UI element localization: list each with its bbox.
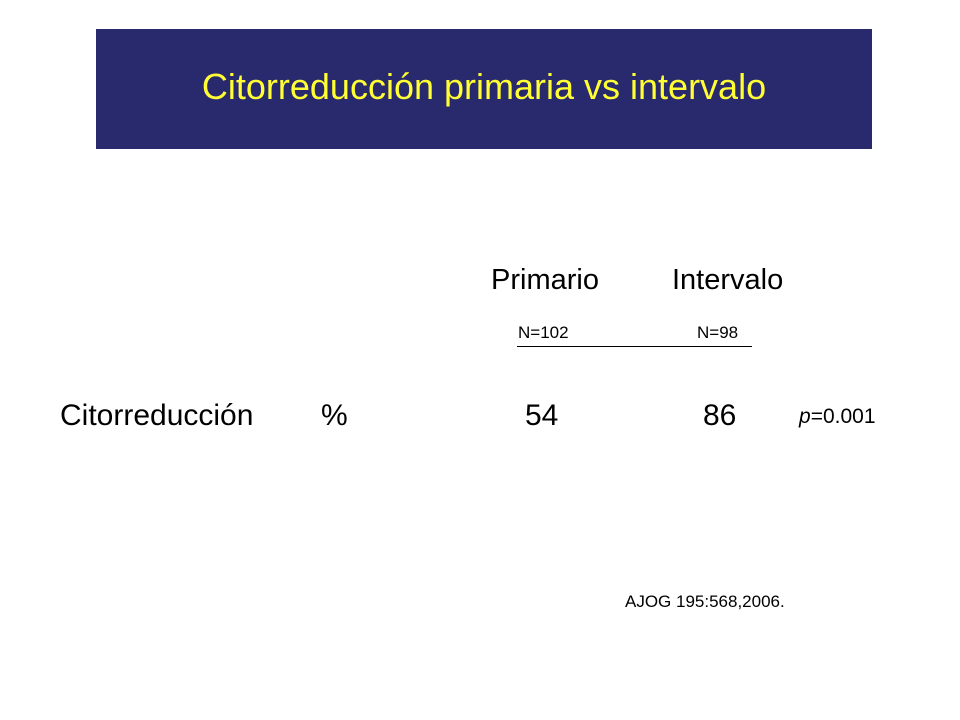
value-primario: 54 xyxy=(525,399,559,432)
row-label: Citorreducción xyxy=(60,399,254,432)
row-unit: % xyxy=(321,399,348,432)
column-header-primario: Primario xyxy=(491,264,599,296)
column-header-intervalo: Intervalo xyxy=(672,264,784,296)
sample-size-primario: N=102 xyxy=(518,323,569,342)
p-value-number: =0.001 xyxy=(810,405,876,428)
p-value-label: p xyxy=(799,405,811,428)
title-banner xyxy=(96,29,872,149)
sample-size-row xyxy=(517,324,752,347)
p-value xyxy=(799,406,876,427)
citation: AJOG 195:568,2006. xyxy=(625,592,785,611)
slide-title: Citorreducción primaria vs intervalo xyxy=(201,66,767,107)
sample-size-intervalo: N=98 xyxy=(697,323,739,342)
value-intervalo: 86 xyxy=(703,399,737,432)
